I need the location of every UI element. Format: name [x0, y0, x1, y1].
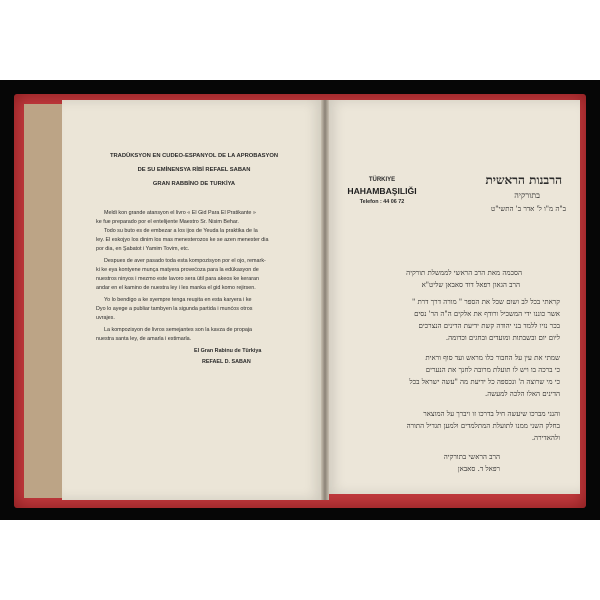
left-title-3: GRAN RABBİNO DE TURKİYA: [152, 181, 236, 187]
left-signature-name: REFAEL D. SABAN: [202, 359, 251, 365]
body-line: בכר נזיו ללמד בני יהודה קשת ידיעת הדינים הנצרכים: [418, 322, 560, 330]
right-signature-title: הרב הראשי בתורקיה: [443, 453, 500, 461]
left-p2-line: ki ke eya kontyene munça matyera provećoza para la edükasyon de: [96, 267, 259, 273]
left-p2-line: Despues de aver pasado toda esta kompozisyon por el ojo, remark-: [104, 258, 266, 264]
left-p1-line: Todo su buto es de embezar a los ijos de Yeuda la praktika de la: [104, 228, 258, 234]
greeting-line: הרב הגאון רפאל דוד סאבאן שליט"א: [421, 281, 520, 289]
body-line: כי מי שרוצה ה' ונכספה כל ידיעת מה "עשה ישראל בכל: [409, 378, 560, 386]
body-line: קראתי בכל לב ושום שכל את הספר " מורה דרך דרת ": [412, 298, 560, 306]
body-line: שמתי את עין על החבור כלו מראש ועד סוף וראית: [425, 354, 560, 362]
left-p4-line: nuestra santa ley, de amarla i estimarla.: [96, 336, 192, 342]
left-signature-title: El Gran Rabinu de Türkiya: [194, 348, 262, 354]
body-line: הדינים האלו הלכה למעשה.: [484, 390, 560, 398]
body-line: כי ברכה בו ויש לו תועלת מרובה לחנך את הנערים: [425, 366, 560, 374]
body-line: והנני מברכו שיעשה חיל בדרכו זו ויברך על המוצאר: [423, 410, 560, 418]
left-p2-line: nuestros ninyos i mezmo este lavoro sera ütil para akeos ke keraran: [96, 276, 259, 282]
left-p1-line: ke fue preparado por el entelijente Maestro Sr. Nisim Behar.: [96, 219, 239, 225]
letterhead-hebrew-subtitle: בתורקיה: [514, 191, 540, 200]
letterhead-hahambasiligi: HAHAMBAŞILIĞI: [347, 186, 417, 196]
left-p1-line: por dia, en Şabatot i Yamim Tovim, etc.: [96, 246, 190, 252]
body-line: ליום יום ובשבתות ומועדים ובחגים וכדומה.: [445, 334, 560, 342]
left-p3-line: uvrajes.: [96, 315, 115, 321]
left-p4-line: La kompozisyon de livros semejantes son la kavza de propaja: [104, 327, 253, 333]
left-title-2: DE SU EMİNENSYA RİBİ REFAEL SABAN: [137, 167, 251, 173]
left-p3-line: Yo lo bendigo a ke syempre tenga reuşita en esta karyera i ke: [104, 297, 252, 303]
left-p1-line: ley. El eskojyo los dinim los mas menesterozos ke se azen menester dia: [96, 237, 269, 243]
right-signature-name: רפאל ד. סאבאן: [457, 465, 500, 473]
body-line: אשר כוננו ידי המשכיל ורודף את אלקים ה"ה הר' נסים: [414, 310, 560, 318]
greeting-line: הסכמה מאת הרב הראשי לממשלת תורקיה: [406, 269, 522, 277]
letterhead-telefon: Telefon : 44 06 72: [359, 199, 405, 205]
letterhead-turkiye: TÜRKIYE: [368, 177, 396, 183]
body-line: ולהאדירה.: [531, 434, 560, 442]
left-p2-line: andar en el kamino de nuestra ley i les manka el gid komo rejirsen.: [96, 285, 256, 291]
body-line: בחלק השני ממנו לתועלת המתלמדים ולמען תגדיל התורה: [406, 422, 560, 430]
endpaper-flap: [24, 104, 66, 498]
book-gutter: [321, 100, 329, 500]
left-title-1: TRADÜKSYON EN CUDEO-ESPANYOL DE LA APROBASYON: [109, 153, 279, 159]
date-line: ב"ה מ"ו ל' אדר ב' התשי"ט: [491, 205, 566, 213]
letterhead-hebrew-title: הרבנות הראשית: [485, 173, 562, 187]
left-p3-line: Dyo lo ayege a publiar tambyen la sigunda partida i munćos otros: [96, 306, 253, 312]
left-p1-line: Meldi kon grande atansyon el livro « El Gid Para El Pratikante »: [104, 210, 256, 216]
